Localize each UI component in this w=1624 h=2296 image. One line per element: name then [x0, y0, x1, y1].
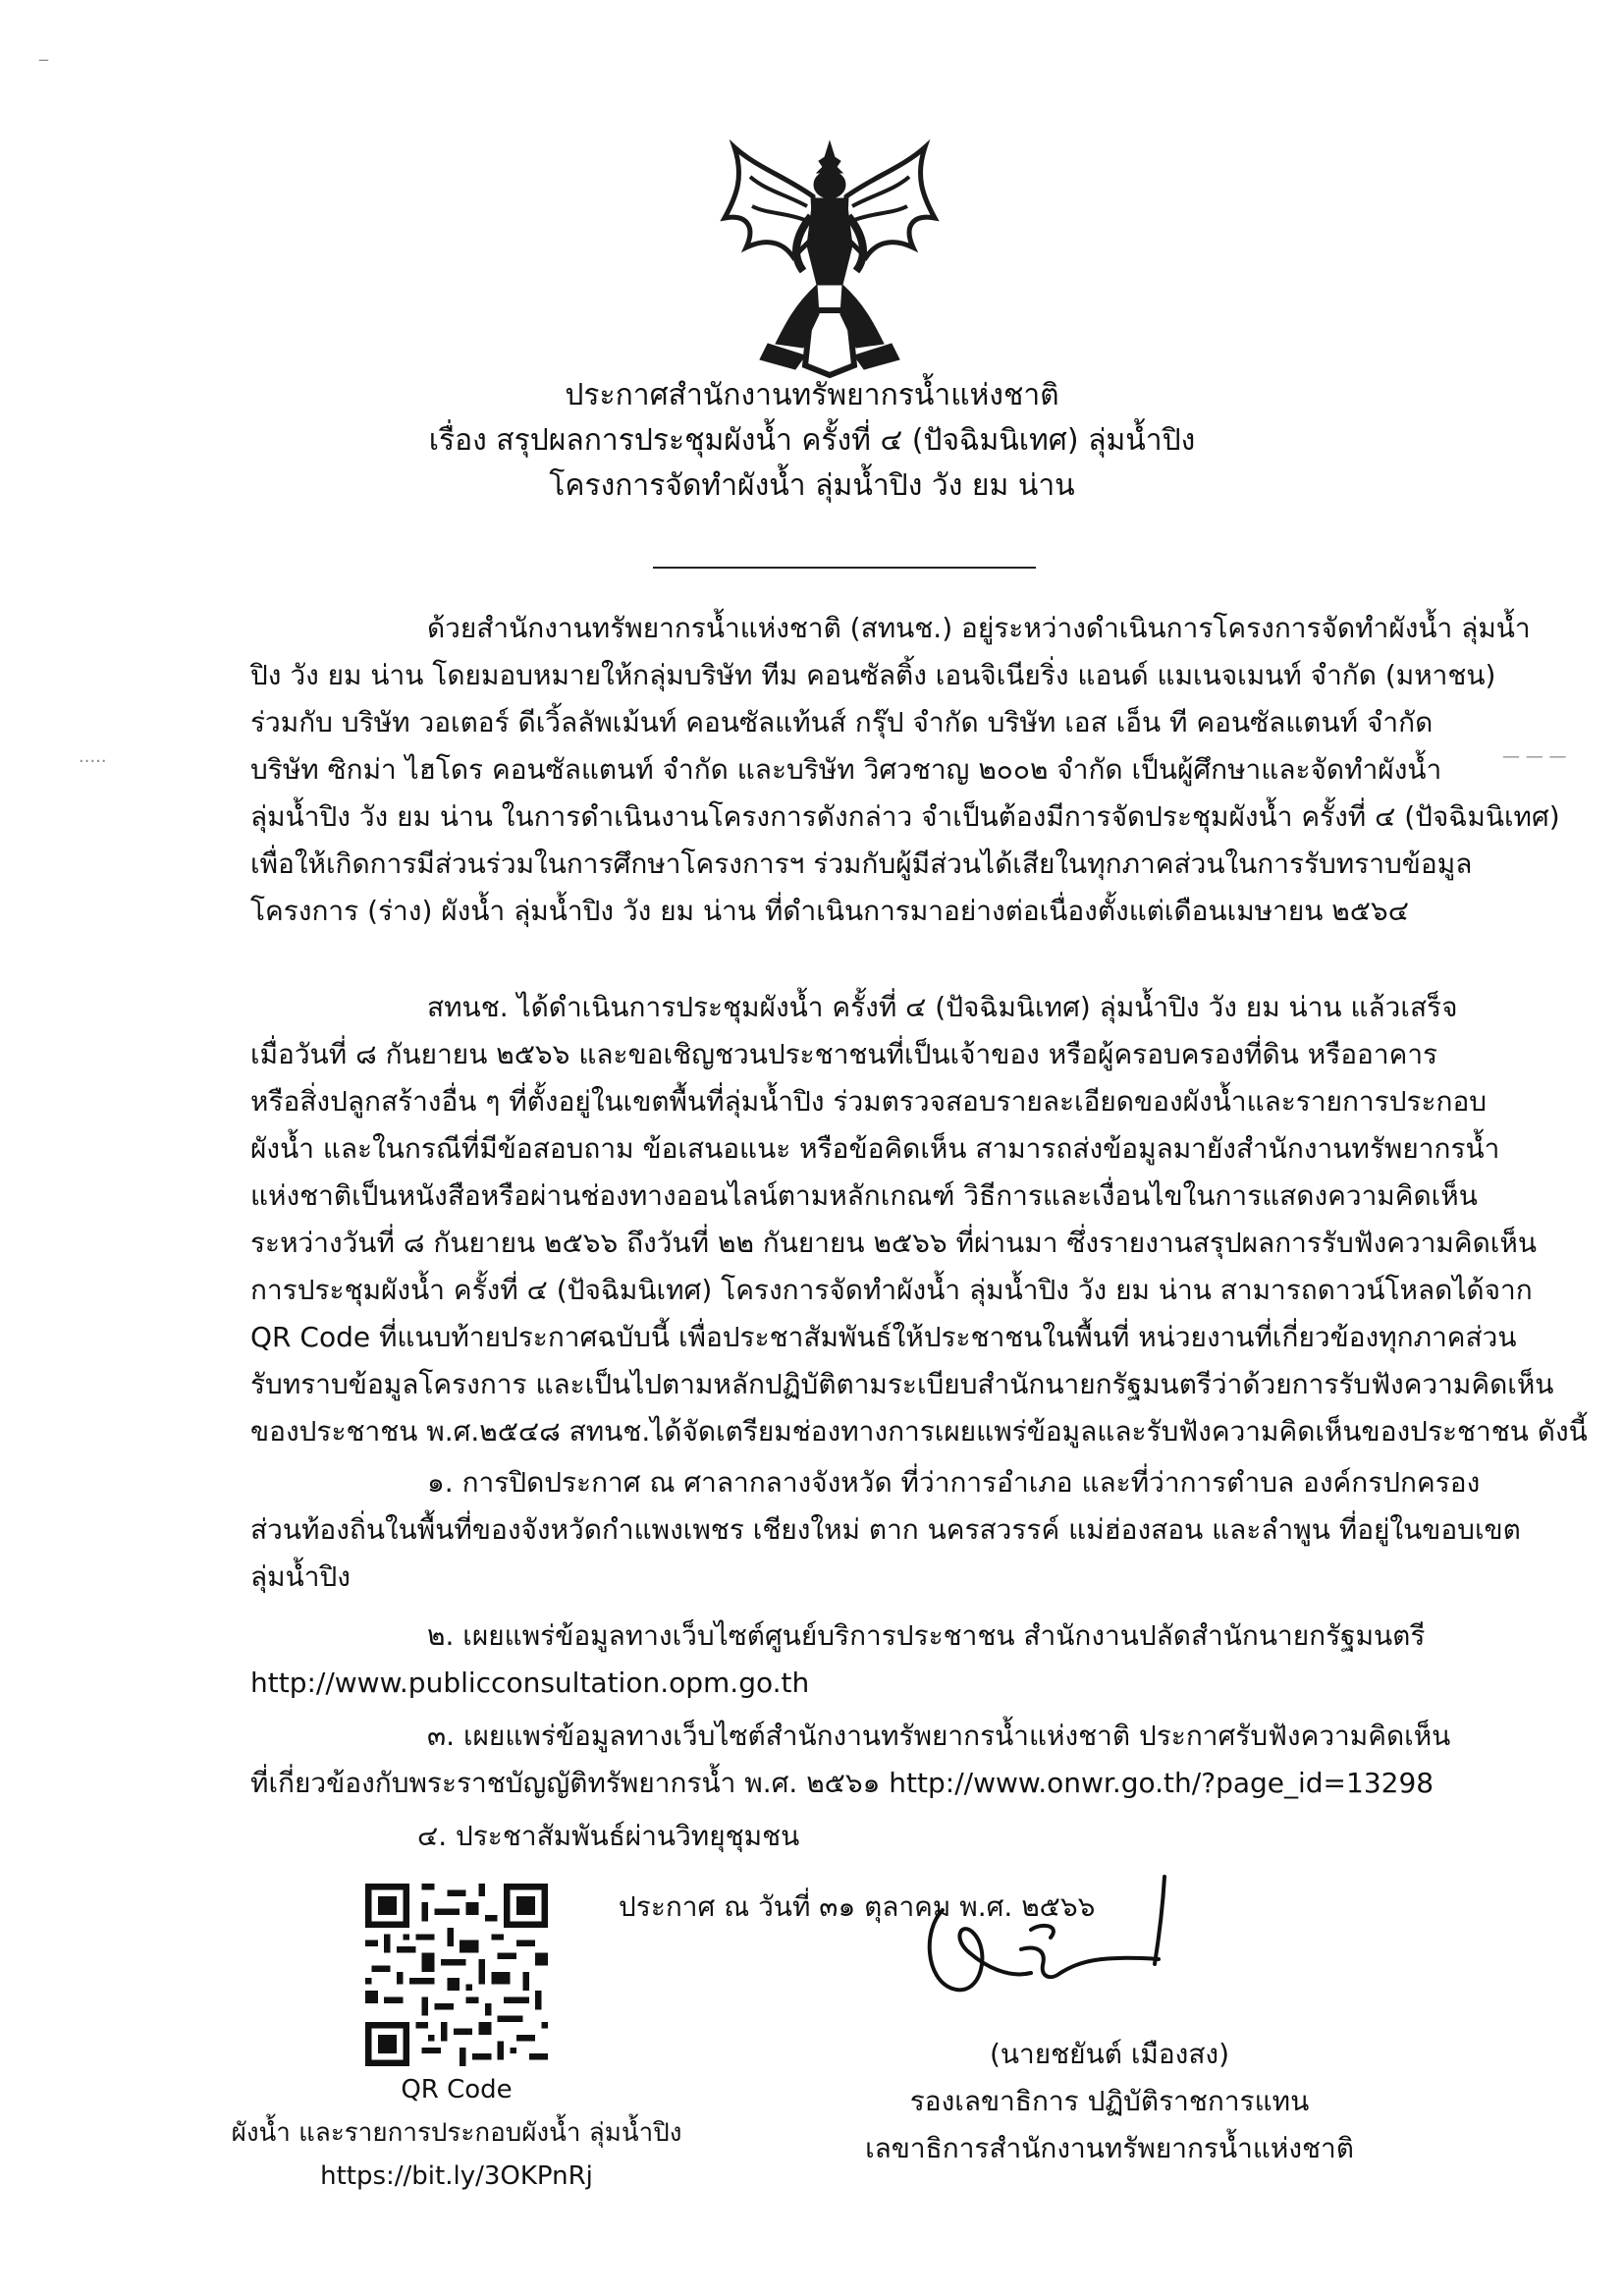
qr-caption-description: ผังน้ำ และรายการประกอบผังน้ำ ลุ่มน้ำปิง: [231, 2118, 682, 2148]
heading-line-3: โครงการจัดทำผังน้ำ ลุ่มน้ำปิง วัง ยม น่าน: [549, 468, 1075, 503]
handwritten-signature: [913, 1871, 1188, 2038]
signer-position-line-2: เลขาธิการสำนักงานทรัพยากรน้ำแห่งชาติ: [865, 2132, 1354, 2164]
qr-caption: [196, 2068, 717, 2198]
paragraph-line: บริษัท ซิกม่า ไฮโดร คอนซัลแตนท์ จำกัด และบริษัท วิศวชาญ ๒๐๐๒ จำกัด เป็นผู้ศึกษาและจัดทำผังน้ำ: [250, 753, 1442, 786]
paragraph-line: QR Code ที่แนบท้ายประกาศฉบับนี้ เพื่อประชาสัมพันธ์ให้ประชาชนในพื้นที่ หน่วยงานที่เกี่ยวข้องทุกภาคส่วน: [250, 1321, 1517, 1353]
item-line: ๑. การปิดประกาศ ณ ศาลากลางจังหวัด ที่ว่าการอำเภอ และที่ว่าการตำบล องค์กรปกครอง: [427, 1466, 1481, 1499]
paragraph-line: ของประชาชน พ.ศ.๒๕๔๘ สทนช.ได้จัดเตรียมช่องทางการเผยแพร่ข้อมูลและรับฟังความคิดเห็นของประชาชน ดังนี้: [250, 1415, 1588, 1448]
item-line: ที่เกี่ยวข้องกับพระราชบัญญัติทรัพยากรน้ำ พ.ศ. ๒๕๖๑ http://www.onwr.go.th/?page_id=13298: [250, 1767, 1435, 1799]
garuda-emblem-icon: [717, 137, 943, 378]
channel-item-4: [250, 1813, 1450, 1860]
item-url-link[interactable]: http://www.publicconsultation.opm.go.th: [250, 1667, 810, 1699]
paragraph-line: ร่วมกับ บริษัท วอเตอร์ ดีเวิ้ลลัพเม้นท์ คอนซัลแท้นส์ กรุ๊ป จำกัด บริษัท เอส เอ็น ที คอนซัลแตนท์ จำกัด: [250, 706, 1434, 738]
paragraph-intro: [250, 605, 1560, 935]
signer-position-line-1: รองเลขาธิการ ปฏิบัติราชการแทน: [909, 2085, 1310, 2117]
announcement-date: ประกาศ ณ วันที่ ๓๑ ตุลาคม พ.ศ. ๒๕๖๖: [619, 1890, 1096, 1923]
paragraph-line: การประชุมผังน้ำ ครั้งที่ ๔ (ปัจฉิมนิเทศ) โครงการจัดทำผังน้ำ ลุ่มน้ำปิง วัง ยม น่าน สามารถดาวน์โหลดได้จาก: [250, 1274, 1533, 1306]
item-line: ลุ่มน้ำปิง: [250, 1560, 351, 1593]
scan-mark: .....: [79, 746, 107, 767]
channel-item-1: [250, 1459, 1521, 1601]
announcement-heading: [0, 373, 1624, 509]
paragraph-line: ลุ่มน้ำปิง วัง ยม น่าน ในการดำเนินงานโครงการดังกล่าว จำเป็นต้องมีการจัดประชุมผังน้ำ ครั้งที่ ๔ (ปัจฉิมนิเทศ): [250, 800, 1560, 833]
channel-item-2: [250, 1613, 1450, 1707]
paragraph-line: ด้วยสำนักงานทรัพยากรน้ำแห่งชาติ (สทนช.) อยู่ระหว่างดำเนินการโครงการจัดทำผังน้ำ ลุ่มน้ำ: [427, 612, 1531, 644]
heading-line-2: เรื่อง สรุปผลการประชุมผังน้ำ ครั้งที่ ๔ (ปัจฉิมนิเทศ) ลุ่มน้ำปิง: [428, 423, 1196, 458]
paragraph-line: แห่งชาติเป็นหนังสือหรือผ่านช่องทางออนไลน์ตามหลักเกณฑ์ วิธีการและเงื่อนไขในการแสดงความคิดเห็น: [250, 1179, 1478, 1212]
item-line: ๒. เผยแพร่ข้อมูลทางเว็บไซต์ศูนย์บริการประชาชน สำนักงานปลัดสำนักนายกรัฐมนตรี: [427, 1619, 1426, 1652]
signer-block: [785, 2031, 1434, 2172]
paragraph-line: ระหว่างวันที่ ๘ กันยายน ๒๕๖๖ ถึงวันที่ ๒๒ กันยายน ๒๕๖๖ ที่ผ่านมา ซึ่งรายงานสรุปผลการรับฟังความคิดเห็น: [250, 1227, 1537, 1259]
item-line: ส่วนท้องถิ่นในพื้นที่ของจังหวัดกำแพงเพชร เชียงใหม่ ตาก นครสวรรค์ แม่ฮ่องสอน และลำพูน ที่อยู่ในขอบเขต: [250, 1513, 1521, 1546]
paragraph-line: หรือสิ่งปลูกสร้างอื่น ๆ ที่ตั้งอยู่ในเขตพื้นที่ลุ่มน้ำปิง ร่วมตรวจสอบรายละเอียดของผังน้ำและรายการประกอบ: [250, 1085, 1488, 1118]
scan-mark: — — —: [1502, 746, 1567, 767]
paragraph-line: ปิง วัง ยม น่าน โดยมอบหมายให้กลุ่มบริษัท ทีม คอนซัลติ้ง เอนจิเนียริ่ง แอนด์ แมเนจเมนท์ จำกัด (มหาชน): [250, 659, 1496, 691]
qr-caption-url[interactable]: https://bit.ly/3OKPnRj: [320, 2161, 593, 2191]
qr-code-icon[interactable]: [365, 1884, 548, 2066]
heading-divider: [653, 567, 1036, 569]
signer-name: (นายชยันต์ เมืองสง): [989, 2038, 1230, 2070]
item-line: ๔. ประชาสัมพันธ์ผ่านวิทยุชุมชน: [417, 1820, 800, 1852]
item-line: ๓. เผยแพร่ข้อมูลทางเว็บไซต์สำนักงานทรัพยากรน้ำแห่งชาติ ประกาศรับฟังความคิดเห็น: [427, 1720, 1451, 1752]
paragraph-line: ผังน้ำ และในกรณีที่มีข้อสอบถาม ข้อเสนอแนะ หรือข้อคิดเห็น สามารถส่งข้อมูลมายังสำนักงานทรัพยากรน้ำ: [250, 1132, 1500, 1165]
paragraph-line: โครงการ (ร่าง) ผังน้ำ ลุ่มน้ำปิง วัง ยม น่าน ที่ดำเนินการมาอย่างต่อเนื่องตั้งแต่เดือนเมษายน ๒๕๖๔: [250, 895, 1409, 927]
paragraph-line: เพื่อให้เกิดการมีส่วนร่วมในการศึกษาโครงการฯ ร่วมกับผู้มีส่วนได้เสียในทุกภาคส่วนในการรับทราบข้อมูล: [250, 847, 1473, 880]
paragraph-line: เมื่อวันที่ ๘ กันยายน ๒๕๖๖ และขอเชิญชวนประชาชนที่เป็นเจ้าของ หรือผู้ครอบครองที่ดิน หรืออาคาร: [250, 1038, 1438, 1070]
scan-mark: ‾: [39, 57, 48, 78]
paragraph-results: [250, 984, 1588, 1455]
channel-item-3: [250, 1713, 1450, 1807]
paragraph-line: สทนช. ได้ดำเนินการประชุมผังน้ำ ครั้งที่ ๔ (ปัจฉิมนิเทศ) ลุ่มน้ำปิง วัง ยม น่าน แล้วเสร็จ: [427, 991, 1458, 1023]
paragraph-line: รับทราบข้อมูลโครงการ และเป็นไปตามหลักปฏิบัติตามระเบียบสำนักนายกรัฐมนตรีว่าด้วยการรับฟังความคิดเห็น: [250, 1368, 1554, 1400]
qr-caption-title: QR Code: [401, 2075, 513, 2105]
heading-line-1: ประกาศสำนักงานทรัพยากรน้ำแห่งชาติ: [565, 378, 1059, 412]
